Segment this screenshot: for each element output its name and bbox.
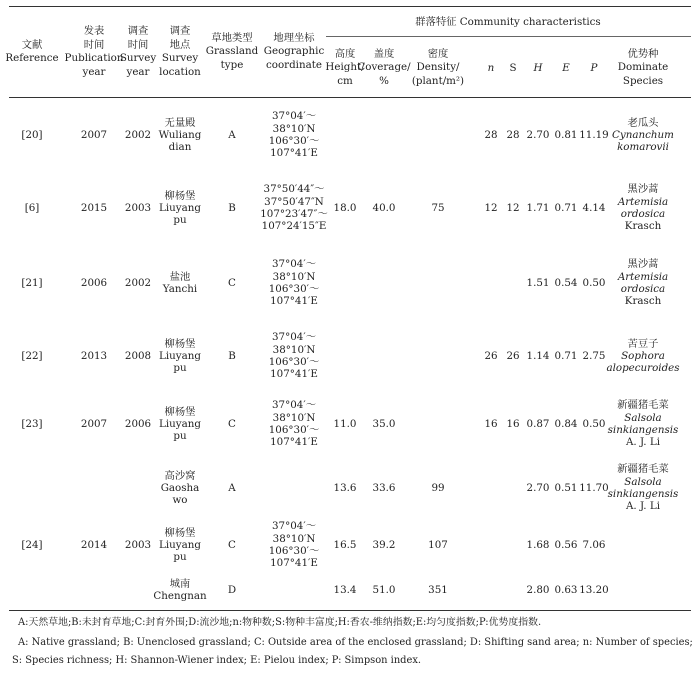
- cell-coord-line: 106°30′～: [268, 283, 320, 295]
- cell-dominant-species: sinkiangensis: [607, 488, 679, 500]
- cell-e: 0.51: [554, 482, 578, 494]
- cell-ref: [20]: [21, 129, 43, 141]
- cell-p: 13.20: [579, 584, 609, 596]
- cell-location-line: Liuyang: [159, 349, 201, 362]
- cell-coord-line: 107°41′E: [270, 368, 318, 381]
- cell-location-line: 柳杨堡: [164, 337, 196, 350]
- cell-coord-line: 37°50′47″N: [264, 195, 324, 208]
- cell-height: 18.0: [333, 202, 357, 214]
- cell-location-line: Gaosha: [160, 481, 200, 494]
- cell-dominant-species: 黑沙蒿: [627, 183, 659, 196]
- cell-dominant-species: 新疆猪毛菜: [617, 399, 669, 412]
- cell-density: 351: [428, 584, 448, 596]
- cell-h: 0.87: [526, 418, 550, 430]
- header-coverage-line: %: [379, 74, 389, 87]
- cell-dominant-species: Artemisia: [617, 195, 669, 208]
- cell-s: 12: [506, 202, 520, 214]
- header-pub-year-line: 发表: [83, 25, 105, 37]
- header-survey-year-line: 调查: [127, 25, 149, 37]
- header-coord-line: Geographic: [263, 45, 325, 58]
- header-location-line: 地点: [169, 38, 191, 51]
- cell-dominant-species: ordosica: [620, 208, 666, 220]
- cell-location-line: wo: [172, 494, 188, 507]
- header-dominant-line: 优势种: [627, 47, 659, 60]
- cell-e: 0.56: [554, 539, 578, 551]
- cell-dominant-species: sinkiangensis: [607, 424, 679, 436]
- cell-coverage: 33.6: [372, 482, 396, 494]
- cell-dominant-species: 新疆猪毛菜: [617, 463, 669, 476]
- cell-coord-line: 107°41′E: [270, 295, 318, 308]
- header-h: H: [533, 62, 543, 74]
- cell-location-line: dian: [168, 141, 192, 154]
- header-height-line: Height/: [325, 61, 365, 74]
- cell-coord-line: 106°30′～: [268, 135, 320, 147]
- cell-density: 107: [428, 539, 448, 551]
- cell-dominant-species: Krasch: [624, 220, 662, 233]
- cell-type: A: [228, 482, 236, 494]
- cell-coverage: 40.0: [372, 202, 396, 214]
- header-type-line: type: [220, 58, 244, 71]
- cell-h: 2.70: [526, 482, 550, 494]
- cell-e: 0.71: [554, 350, 578, 362]
- cell-coord-line: 107°41′E: [270, 436, 318, 449]
- cell-coord-line: 38°10′N: [272, 343, 316, 356]
- cell-n: 28: [484, 129, 498, 141]
- header-location-line: Survey: [161, 52, 199, 64]
- cell-location-line: pu: [173, 362, 187, 375]
- header-type-line: Grassland: [205, 45, 259, 58]
- cell-p: 7.06: [582, 539, 606, 551]
- cell-h: 1.68: [526, 539, 550, 551]
- footnote-en-2: S: Species richness; H: Shannon-Wiener index; E: Pielou index; P: Simpson index.: [12, 655, 422, 666]
- header-height-line: 高度: [334, 47, 356, 60]
- header-n: n: [487, 62, 495, 74]
- cell-dominant-species: Artemisia: [617, 270, 669, 283]
- cell-coord-line: 37°04′～: [272, 258, 316, 271]
- cell-n: 26: [484, 350, 498, 362]
- cell-type: C: [228, 418, 236, 430]
- header-coord-line: coordinate: [266, 58, 322, 71]
- cell-e: 0.84: [554, 418, 578, 430]
- cell-density: 75: [431, 202, 445, 214]
- header-survey-year-line: Survey: [119, 52, 157, 64]
- cell-coord-line: 38°10′N: [272, 532, 316, 545]
- cell-coverage: 39.2: [372, 539, 396, 551]
- header-location-line: location: [159, 65, 201, 78]
- cell-coord-line: 38°10′N: [272, 411, 316, 424]
- cell-e: 0.63: [554, 584, 578, 596]
- cell-survey: 2006: [124, 418, 152, 430]
- header-density-line: Density/: [416, 61, 460, 74]
- cell-survey: 2002: [124, 277, 152, 289]
- cell-dominant-species: komarovii: [617, 141, 669, 154]
- cell-location-line: 柳杨堡: [164, 405, 196, 418]
- cell-density: 99: [431, 482, 445, 494]
- cell-location-line: Liuyang: [159, 417, 201, 430]
- cell-coord-line: 106°30′～: [268, 545, 320, 557]
- cell-survey: 2003: [124, 202, 152, 214]
- header-dominant-line: Dominate: [617, 61, 669, 74]
- cell-location-line: pu: [173, 214, 187, 227]
- cell-height: 13.6: [333, 482, 357, 494]
- cell-height: 13.4: [333, 584, 357, 596]
- cell-coord-line: 38°10′N: [272, 122, 316, 135]
- cell-coord-line: 37°04′～: [272, 399, 316, 412]
- cell-location-line: Liuyang: [159, 201, 201, 214]
- cell-dominant-species: 老瓜头: [627, 116, 659, 129]
- header-density-line: 密度: [427, 47, 449, 60]
- cell-coord-line: 37°04′～: [272, 331, 316, 344]
- cell-ref: [21]: [21, 277, 43, 289]
- cell-pub: 2007: [80, 129, 108, 141]
- cell-dominant-species: alopecuroides: [606, 362, 680, 375]
- cell-survey: 2003: [124, 539, 152, 551]
- cell-pub: 2013: [80, 350, 108, 362]
- cell-coord-line: 38°10′N: [272, 270, 316, 283]
- cell-pub: 2006: [80, 277, 108, 289]
- cell-location-line: Liuyang: [159, 538, 201, 551]
- cell-location-line: 城南: [169, 577, 191, 590]
- cell-type: B: [228, 202, 236, 214]
- cell-dominant-species: Cynanchum: [612, 128, 674, 141]
- cell-survey: 2002: [124, 129, 152, 141]
- cell-coord-line: 107°23′47″～: [260, 208, 328, 220]
- cell-h: 1.51: [526, 277, 550, 289]
- cell-height: 16.5: [333, 539, 357, 551]
- cell-location-line: Yanchi: [162, 283, 198, 295]
- cell-dominant-species: 黑沙蒿: [627, 258, 659, 271]
- cell-location-line: pu: [173, 430, 187, 443]
- header-pub-year-line: year: [82, 65, 106, 78]
- cell-p: 11.19: [579, 129, 609, 141]
- header-type-line: 草地类型: [211, 31, 253, 44]
- cell-height: 11.0: [333, 418, 357, 430]
- cell-s: 16: [506, 418, 520, 430]
- cell-location-line: 无量殿: [164, 116, 196, 129]
- cell-dominant-species: A. J. Li: [626, 436, 660, 449]
- cell-pub: 2015: [80, 202, 108, 214]
- cell-h: 2.70: [526, 129, 550, 141]
- header-p: P: [590, 62, 598, 74]
- header-reference-line: Reference: [5, 52, 59, 64]
- header-e: E: [562, 62, 570, 74]
- header-pub-year-line: 时间: [83, 38, 105, 51]
- cell-coord-line: 107°24′15″E: [261, 220, 327, 233]
- cell-location-line: Wuliang: [158, 128, 202, 141]
- cell-ref: [24]: [21, 539, 43, 551]
- header-survey-year-line: 时间: [127, 38, 149, 51]
- footnote-en-1: A: Native grassland; B: Unenclosed grassland; C: Outside area of the enclosed grassland; D: Shifting sand area; n: Number of species;: [18, 637, 693, 648]
- header-coord-line: 地理坐标: [273, 31, 315, 44]
- cell-type: A: [228, 129, 236, 141]
- cell-p: 0.50: [582, 418, 606, 430]
- cell-dominant-species: Salsola: [624, 411, 662, 424]
- cell-type: C: [228, 539, 236, 551]
- cell-n: 16: [484, 418, 498, 430]
- cell-dominant-species: A. J. Li: [626, 500, 660, 513]
- cell-ref: [6]: [24, 202, 40, 214]
- cell-location-line: pu: [173, 551, 187, 564]
- cell-type: B: [228, 350, 236, 362]
- cell-coverage: 35.0: [372, 418, 396, 430]
- cell-h: 1.14: [526, 350, 550, 362]
- cell-dominant-species: 苦豆子: [627, 337, 659, 350]
- cell-coord-line: 37°50′44″～: [263, 183, 325, 196]
- cell-h: 1.71: [526, 202, 550, 214]
- cell-coverage: 51.0: [372, 584, 396, 596]
- cell-h: 2.80: [526, 584, 550, 596]
- cell-survey: 2008: [124, 350, 152, 362]
- cell-location-line: Chengnan: [153, 590, 207, 602]
- bottom-rule: [9, 610, 691, 611]
- header-density-line: (plant/m²): [411, 74, 465, 87]
- cell-dominant-species: Sophora: [621, 349, 665, 362]
- cell-location-line: 柳杨堡: [164, 526, 196, 539]
- cell-type: D: [227, 584, 237, 596]
- cell-s: 28: [506, 129, 520, 141]
- cell-coord-line: 107°41′E: [270, 557, 318, 570]
- cell-dominant-species: ordosica: [620, 283, 666, 295]
- header-s: S: [509, 62, 517, 74]
- cell-type: C: [228, 277, 236, 289]
- header-dominant-line: Species: [622, 74, 664, 87]
- cell-p: 11.70: [579, 482, 609, 494]
- header-community: 群落特征 Community characteristics: [415, 16, 601, 28]
- cell-p: 2.75: [582, 350, 606, 362]
- cell-ref: [22]: [21, 350, 43, 362]
- cell-p: 4.14: [582, 202, 606, 214]
- header-reference-line: 文献: [21, 38, 43, 51]
- header-location-line: 调查: [169, 25, 191, 37]
- cell-dominant-species: Krasch: [624, 295, 662, 308]
- cell-coord-line: 106°30′～: [268, 424, 320, 436]
- cell-pub: 2014: [80, 539, 108, 551]
- cell-location-line: 柳杨堡: [164, 189, 196, 202]
- cell-e: 0.71: [554, 202, 578, 214]
- cell-dominant-species: Salsola: [624, 475, 662, 488]
- cell-coord-line: 37°04′～: [272, 110, 316, 123]
- header-rule: [9, 97, 691, 98]
- cell-coord-line: 107°41′E: [270, 147, 318, 160]
- footnote-cn: A:天然草地;B:未封育草地;C:封育外围;D:流沙地;n:物种数;S:物种丰富度;H:香农-维纳指数;E:均匀度指数;P:优势度指数.: [18, 617, 542, 628]
- cell-location-line: 盐池: [169, 270, 191, 283]
- cell-n: 12: [484, 202, 498, 214]
- cell-e: 0.81: [554, 129, 578, 141]
- cell-pub: 2007: [80, 418, 108, 430]
- community-rule: [326, 36, 691, 37]
- cell-e: 0.54: [554, 277, 578, 289]
- header-height-line: cm: [337, 74, 353, 87]
- cell-coord-line: 106°30′～: [268, 356, 320, 368]
- cell-p: 0.50: [582, 277, 606, 289]
- header-coverage-line: 盖度: [373, 47, 395, 60]
- header-coverage-line: Coverage/: [357, 61, 411, 74]
- cell-location-line: 高沙窝: [164, 469, 196, 482]
- top-rule: [9, 6, 691, 7]
- cell-s: 26: [506, 350, 520, 362]
- cell-coord-line: 37°04′～: [272, 520, 316, 533]
- header-survey-year-line: year: [126, 65, 150, 78]
- cell-ref: [23]: [21, 418, 43, 430]
- header-pub-year-line: Publication: [64, 52, 124, 64]
